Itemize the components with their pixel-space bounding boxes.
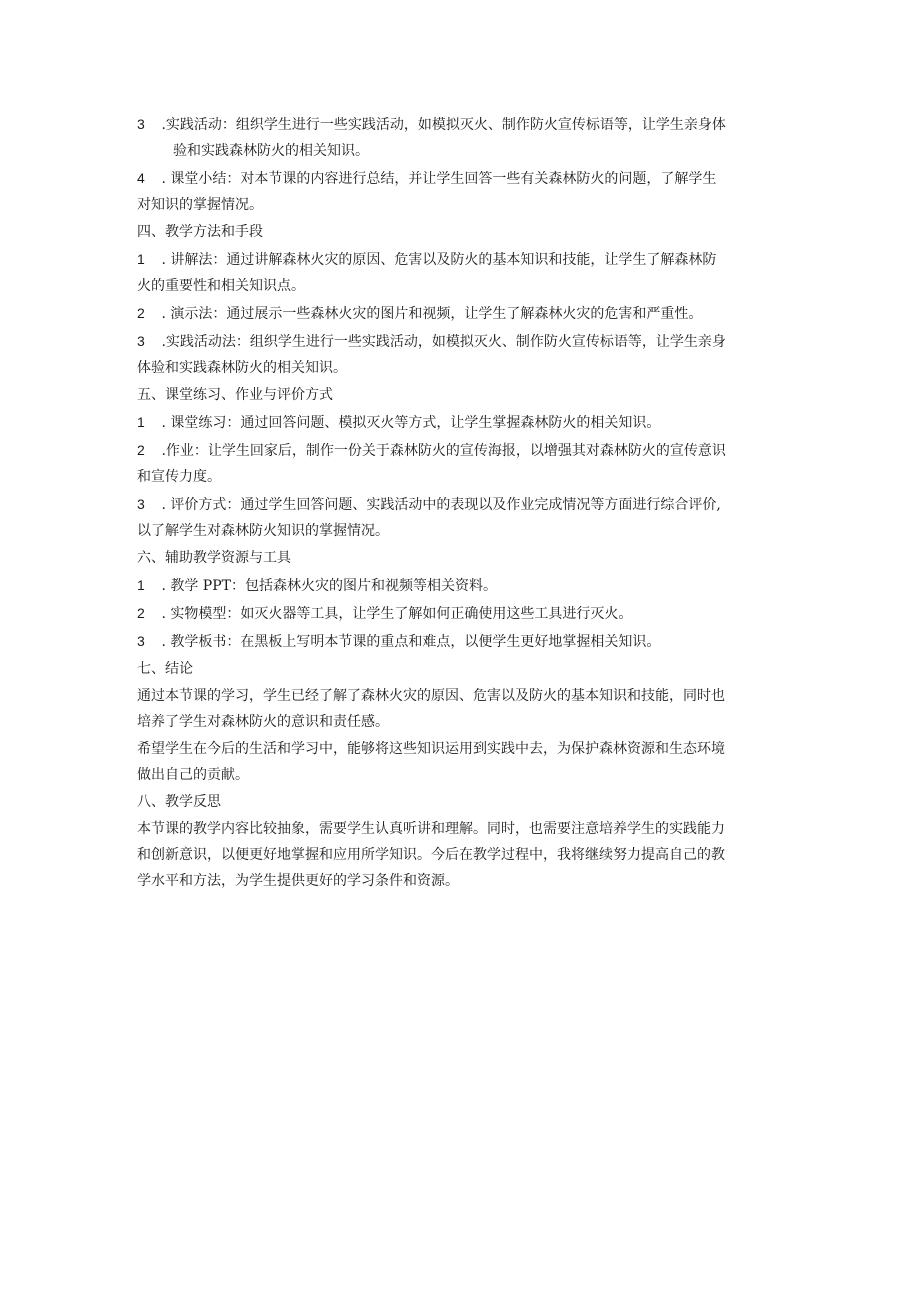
item-text: .作业：让学生回家后，制作一份关于森林防火的宣传海报，以增强其对森林防火的宣传意识 bbox=[157, 443, 726, 459]
paragraph-text: 学水平和方法，为学生提供更好的学习条件和资源。 bbox=[137, 873, 459, 889]
paragraph bbox=[137, 683, 785, 735]
item-number: 3 bbox=[137, 633, 145, 649]
document-body bbox=[137, 111, 785, 895]
section-heading: 七、结论 bbox=[137, 661, 193, 677]
section-heading: 四、教学方法和手段 bbox=[137, 224, 263, 240]
list-item bbox=[137, 165, 785, 218]
paragraph bbox=[137, 736, 785, 788]
list-item bbox=[137, 246, 785, 299]
item-text: . 演示法：通过展示一些森林火灾的图片和视频，让学生了解森林火灾的危害和严重性。 bbox=[157, 306, 703, 322]
list-item bbox=[137, 437, 785, 490]
list-item bbox=[137, 111, 785, 164]
item-continuation: 验和实践森林防火的相关知识。 bbox=[173, 143, 369, 159]
paragraph-text: 和创新意识，以便更好地掌握和应用所学知识。今后在教学过程中，我将继续努力提高自己的教 bbox=[137, 847, 725, 863]
item-text: .实践活动：组织学生进行一些实践活动，如模拟灭火、制作防火宣传标语等，让学生亲身体 bbox=[157, 117, 726, 133]
list-item bbox=[137, 628, 785, 655]
item-text: . 讲解法：通过讲解森林火灾的原因、危害以及防火的基本知识和技能，让学生了解森林防 bbox=[157, 252, 717, 268]
list-item bbox=[137, 328, 785, 381]
item-text: . 评价方式：通过学生回答问题、实践活动中的表现以及作业完成情况等方面进行综合评价, bbox=[157, 497, 721, 513]
item-continuation: 对知识的掌握情况。 bbox=[137, 197, 263, 213]
paragraph-text: 做出自己的贡献。 bbox=[137, 767, 249, 783]
item-continuation: 火的重要性和相关知识点。 bbox=[137, 278, 305, 294]
paragraph-text: 通过本节课的学习，学生已经了解了森林火灾的原因、危害以及防火的基本知识和技能，同时也 bbox=[137, 688, 725, 704]
item-number: 2 bbox=[137, 605, 145, 621]
list-item bbox=[137, 300, 785, 327]
item-number: 1 bbox=[137, 577, 145, 593]
item-number: 3 bbox=[137, 496, 145, 512]
item-continuation: 和宣传力度。 bbox=[137, 469, 221, 485]
item-text: . 实物模型：如灭火器等工具，让学生了解如何正确使用这些工具进行灭火。 bbox=[157, 606, 633, 622]
list-item bbox=[137, 409, 785, 436]
item-number: 1 bbox=[137, 251, 145, 267]
item-number: 2 bbox=[137, 305, 145, 321]
item-text: . 课堂练习：通过回答问题、模拟灭火等方式，让学生掌握森林防火的相关知识。 bbox=[157, 415, 661, 431]
list-item bbox=[137, 572, 785, 599]
item-number: 3 bbox=[137, 333, 145, 349]
list-item bbox=[137, 491, 785, 544]
section-heading: 五、课堂练习、作业与评价方式 bbox=[137, 387, 333, 403]
paragraph bbox=[137, 816, 785, 894]
paragraph-text: 希望学生在今后的生活和学习中，能够将这些知识运用到实践中去，为保护森林资源和生态环境 bbox=[137, 741, 725, 757]
item-text: . 教学 PPT：包括森林火灾的图片和视频等相关资料。 bbox=[157, 578, 497, 594]
section-heading: 六、辅助教学资源与工具 bbox=[137, 550, 291, 566]
item-number: 4 bbox=[137, 170, 145, 186]
section-heading: 八、教学反思 bbox=[137, 794, 221, 810]
item-continuation: 以了解学生对森林防火知识的掌握情况。 bbox=[137, 523, 389, 539]
item-text: . 教学板书：在黑板上写明本节课的重点和难点，以便学生更好地掌握相关知识。 bbox=[157, 634, 661, 650]
item-number: 2 bbox=[137, 442, 145, 458]
item-number: 1 bbox=[137, 414, 145, 430]
item-text: .实践活动法：组织学生进行一些实践活动，如模拟灭火、制作防火宣传标语等，让学生亲身 bbox=[157, 334, 726, 350]
list-item bbox=[137, 600, 785, 627]
item-continuation: 体验和实践森林防火的相关知识。 bbox=[137, 360, 347, 376]
item-number: 3 bbox=[137, 116, 145, 132]
item-text: . 课堂小结：对本节课的内容进行总结，并让学生回答一些有关森林防火的问题，了解学生 bbox=[157, 171, 717, 187]
paragraph-text: 培养了学生对森林防火的意识和责任感。 bbox=[137, 714, 389, 730]
paragraph-text: 本节课的教学内容比较抽象，需要学生认真听讲和理解。同时，也需要注意培养学生的实践能力 bbox=[137, 821, 725, 837]
